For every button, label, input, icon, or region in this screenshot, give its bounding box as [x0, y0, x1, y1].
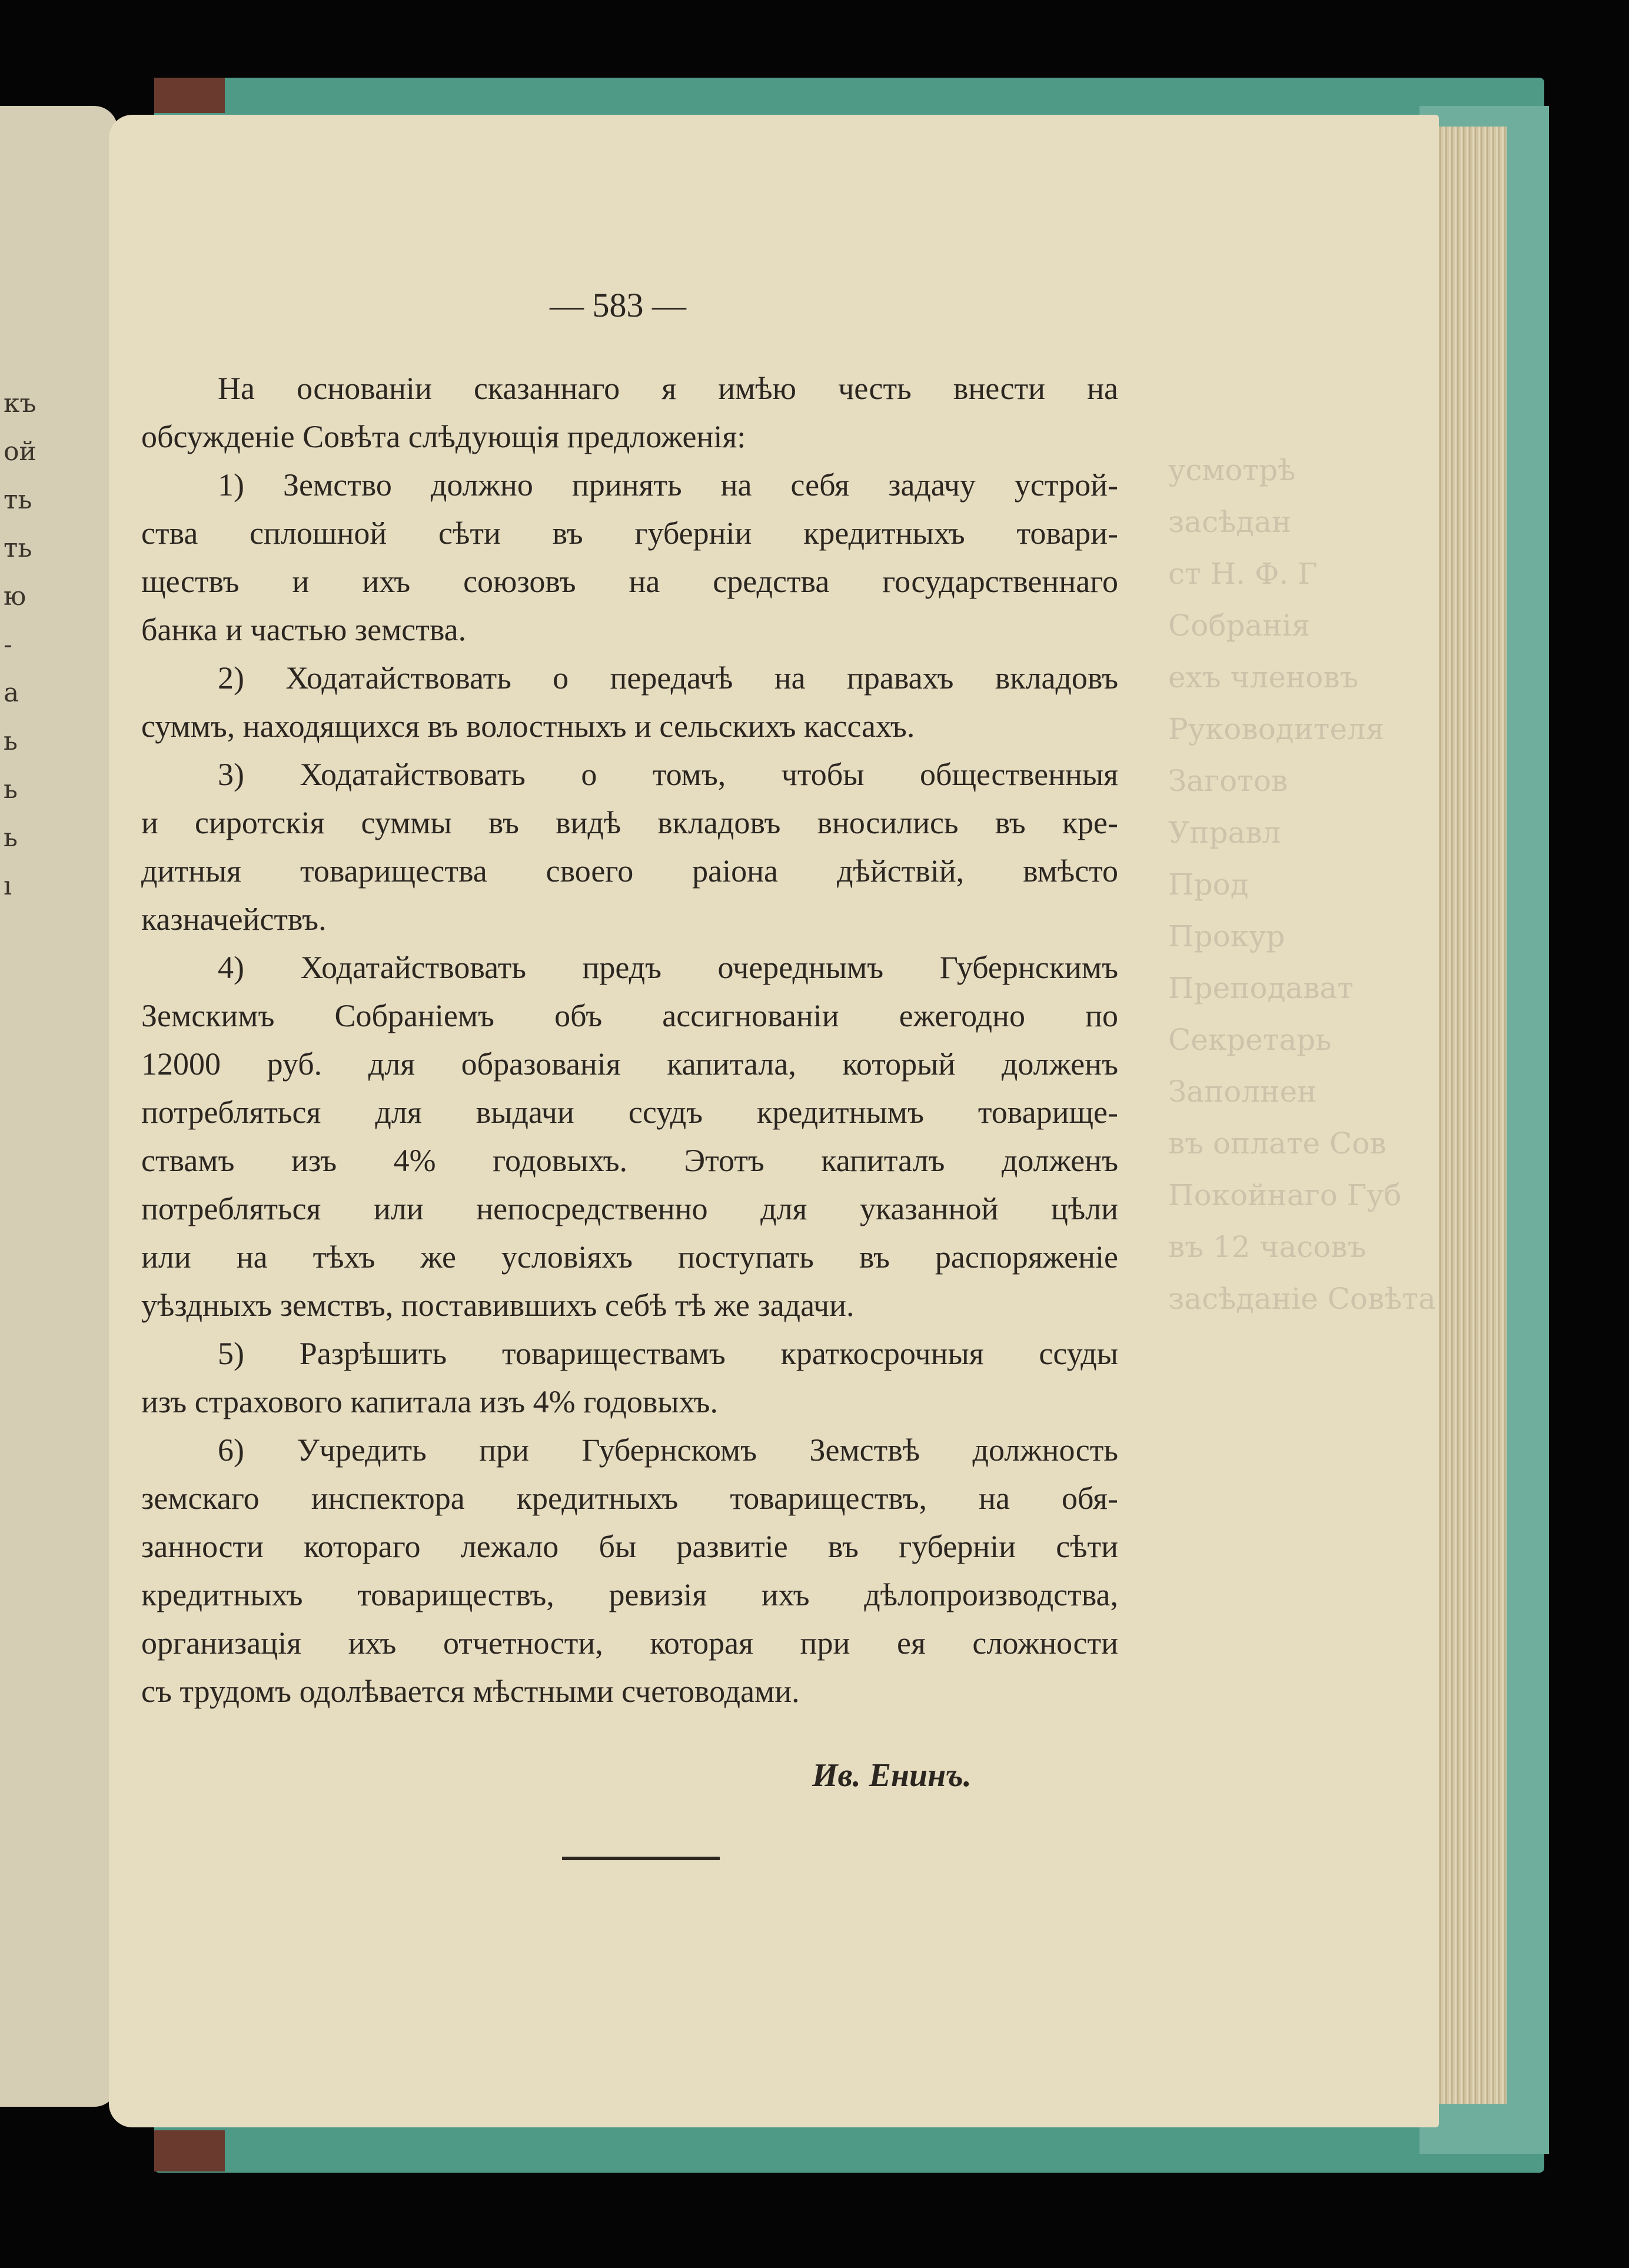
bleed-through-line: ехъ членовъ [1168, 660, 1359, 694]
closing-rule [562, 1857, 720, 1860]
text-line: 5) Разрѣшить товариществамъ краткосрочныя ссуды [218, 1336, 1118, 1371]
text-line: 2) Ходатайствовать о передачѣ на правахъ вкладовъ [218, 660, 1118, 696]
bleed-through-line: усмотрѣ [1168, 453, 1296, 487]
text-line: и сиротскiя суммы въ видѣ вкладовъ вносились въ кре- [141, 805, 1118, 840]
text-line: казначействъ. [141, 902, 327, 937]
bleed-through-line: ст Н. Ф. Г [1168, 557, 1318, 591]
previous-page-fragment: ть [4, 533, 32, 563]
text-line: кредитныхъ товариществъ, ревизiя ихъ дѣлопроизводства, [141, 1577, 1118, 1612]
previous-page-fragment: ı [4, 871, 12, 901]
bleed-through-line: Собранiя [1168, 608, 1311, 643]
bleed-through-line: Покойнаго Губ [1168, 1178, 1402, 1212]
previous-page-fragment: ю [4, 581, 26, 611]
text-line: уѣздныхъ земствъ, поставившихъ себѣ тѣ же задачи. [141, 1288, 855, 1323]
text-line: изъ страхового капитала изъ 4% годовыхъ. [141, 1384, 718, 1419]
text-line: организацiя ихъ отчетности, которая при ея сложности [141, 1625, 1118, 1661]
text-line: обсужденiе Совѣта слѣдующiя предложенiя: [141, 419, 746, 454]
previous-page-fragment: а [4, 678, 19, 708]
bleed-through-line: въ оплате Сов [1168, 1126, 1387, 1160]
text-line: съ трудомъ одолѣвается мѣстными счетоводами. [141, 1674, 800, 1709]
text-line: занности котораго лежало бы развитiе въ губернiи сѣти [141, 1529, 1118, 1564]
bleed-through-line: засѣданiе Совѣта [1168, 1282, 1436, 1316]
text-line: Земскимъ Собранiемъ объ ассигнованiи ежегодно по [141, 998, 1118, 1033]
bleed-through-line: Прод [1168, 867, 1249, 902]
text-line: ствамъ изъ 4% годовыхъ. Этотъ капиталъ долженъ [141, 1143, 1118, 1178]
bleed-through-line: засѣдан [1168, 505, 1292, 539]
bleed-through-text [1168, 444, 1521, 1974]
previous-page-fragment: ь [4, 774, 18, 804]
text-line: 1) Земство должно принять на себя задачу устрой- [218, 467, 1118, 503]
previous-page [0, 106, 118, 2107]
text-line: дитныя товарищества своего раiона дѣйствiй, вмѣсто [141, 853, 1118, 889]
text-line: потребляться для выдачи ссудъ кредитнымъ товарище- [141, 1095, 1118, 1130]
bleed-through-line: Прокур [1168, 919, 1285, 953]
text-line: или на тѣхъ же условiяхъ поступать въ распоряженiе [141, 1239, 1118, 1275]
bleed-through-line: Заготов [1168, 764, 1288, 798]
text-line: земскаго инспектора кредитныхъ товариществъ, на обя- [141, 1481, 1118, 1516]
previous-page-fragment: ь [4, 726, 18, 756]
previous-page-fragment: ой [4, 437, 36, 467]
text-line: потребляться или непосредственно для указанной цѣли [141, 1191, 1118, 1226]
text-line: 3) Ходатайствовать о томъ, чтобы общественныя [218, 757, 1118, 792]
cover-corner-top [154, 78, 225, 113]
bleed-through-line: Руководителя [1168, 712, 1385, 746]
bleed-through-line: Заполнен [1168, 1075, 1317, 1109]
bleed-through-line: Управл [1168, 816, 1281, 850]
previous-page-fragment: - [4, 630, 12, 660]
text-line: На основанiи сказаннаго я имѣю честь внести на [218, 371, 1118, 406]
cover-corner-bottom [154, 2130, 225, 2171]
bleed-through-line: въ 12 часовъ [1168, 1230, 1367, 1264]
text-line: ства сплошной сѣти въ губернiи кредитныхъ товари- [141, 516, 1118, 551]
text-line: 4) Ходатайствовать предъ очереднымъ Губернскимъ [218, 950, 1118, 985]
page-number: — 583 — [550, 286, 686, 324]
previous-page-fragment: ть [4, 485, 32, 515]
text-line: суммъ, находящихся въ волостныхъ и сельскихъ кассахъ. [141, 709, 915, 744]
text-line: 12000 руб. для образованiя капитала, который долженъ [141, 1046, 1118, 1082]
text-line: банка и частью земства. [141, 612, 467, 647]
text-line: ществъ и ихъ союзовъ на средства государственнаго [141, 564, 1118, 599]
previous-page-fragment: къ [4, 388, 36, 418]
author-signature: Ив. Енинъ. [812, 1757, 972, 1794]
previous-page-fragment: ь [4, 823, 18, 853]
bleed-through-line: Секретарь [1168, 1023, 1332, 1057]
text-line: 6) Учредить при Губернскомъ Земствѣ должность [218, 1432, 1118, 1468]
bleed-through-line: Преподават [1168, 971, 1354, 1005]
